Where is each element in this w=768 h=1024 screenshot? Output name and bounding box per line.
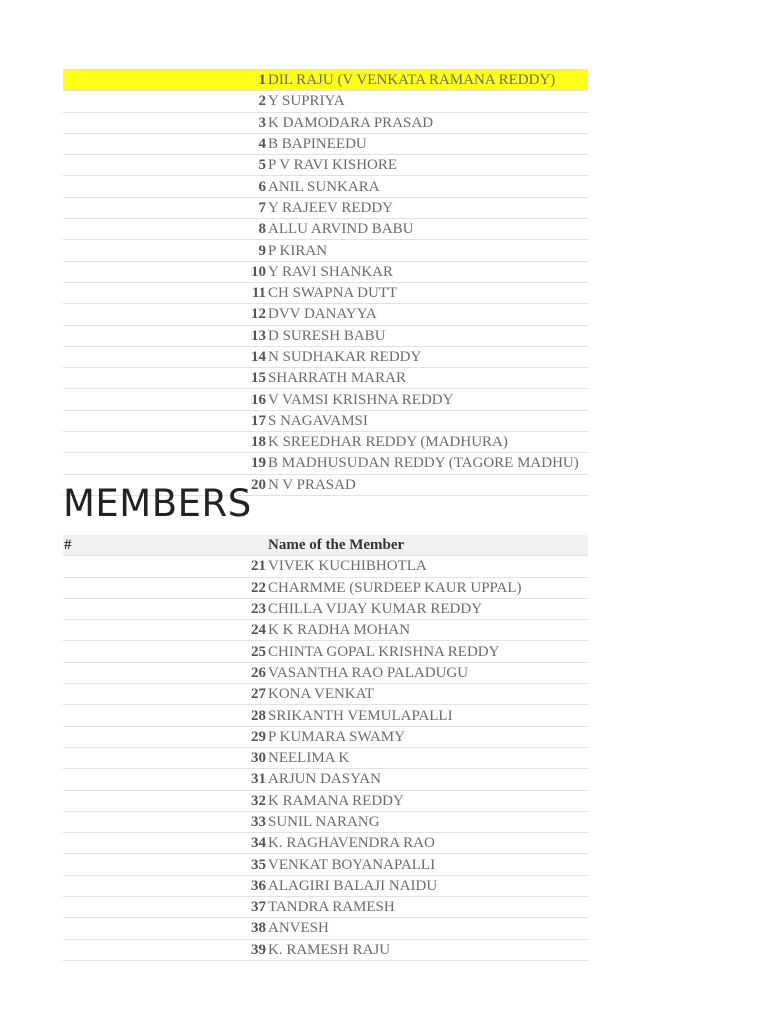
- row-member-name: Y SUPRIYA: [268, 91, 588, 112]
- row-member-name: VASANTHA RAO PALADUGU: [268, 662, 588, 683]
- table-row: [63, 811, 588, 832]
- row-number: 13: [250, 325, 268, 346]
- table-row: [63, 598, 588, 619]
- table-row: [63, 620, 588, 641]
- row-member-name: S NAGAVAMSI: [268, 410, 588, 431]
- row-blank-cell: [63, 662, 250, 683]
- row-blank-cell: [63, 939, 250, 960]
- committee-table: [63, 69, 588, 496]
- row-member-name: P V RAVI KISHORE: [268, 155, 588, 176]
- row-blank-cell: [63, 918, 250, 939]
- row-blank-cell: [63, 389, 250, 410]
- row-number: 30: [250, 747, 268, 768]
- table-row: [63, 70, 588, 91]
- row-member-name: CHARMME (SURDEEP KAUR UPPAL): [268, 577, 588, 598]
- row-blank-cell: [63, 112, 250, 133]
- row-blank-cell: [63, 133, 250, 154]
- table-row: [63, 325, 588, 346]
- row-number: 16: [250, 389, 268, 410]
- row-number: 6: [250, 176, 268, 197]
- row-member-name: VENKAT BOYANAPALLI: [268, 854, 588, 875]
- row-blank-cell: [63, 240, 250, 261]
- row-blank-cell: [63, 368, 250, 389]
- row-number: 9: [250, 240, 268, 261]
- row-blank-cell: [63, 261, 250, 282]
- table-row: [63, 875, 588, 896]
- table-row: [63, 197, 588, 218]
- row-blank-cell: [63, 747, 250, 768]
- row-blank-cell: [63, 811, 250, 832]
- row-number: 27: [250, 684, 268, 705]
- row-number: 7: [250, 197, 268, 218]
- members-table-header: [63, 535, 588, 556]
- table-row: [63, 556, 588, 577]
- members-heading: MEMBERS: [63, 482, 252, 525]
- table-row: [63, 726, 588, 747]
- row-blank-cell: [63, 684, 250, 705]
- table-row: [63, 747, 588, 768]
- row-number: 37: [250, 897, 268, 918]
- row-blank-cell: [63, 155, 250, 176]
- row-number: 12: [250, 304, 268, 325]
- table-row: [63, 133, 588, 154]
- row-member-name: VIVEK KUCHIBHOTLA: [268, 556, 588, 577]
- row-blank-cell: [63, 325, 250, 346]
- row-member-name: P KUMARA SWAMY: [268, 726, 588, 747]
- table-row: [63, 453, 588, 474]
- row-blank-cell: [63, 70, 250, 91]
- row-number: 29: [250, 726, 268, 747]
- row-number: 4: [250, 133, 268, 154]
- row-blank-cell: [63, 598, 250, 619]
- column-header-number: #: [63, 535, 268, 556]
- row-member-name: V VAMSI KRISHNA REDDY: [268, 389, 588, 410]
- row-number: 2: [250, 91, 268, 112]
- row-member-name: K. RAGHAVENDRA RAO: [268, 833, 588, 854]
- row-number: 34: [250, 833, 268, 854]
- row-number: 11: [250, 282, 268, 303]
- row-number: 14: [250, 346, 268, 367]
- row-number: 18: [250, 432, 268, 453]
- table-row: [63, 641, 588, 662]
- row-number: 10: [250, 261, 268, 282]
- table-row: [63, 389, 588, 410]
- row-number: 21: [250, 556, 268, 577]
- row-number: 20: [250, 474, 268, 495]
- row-blank-cell: [63, 432, 250, 453]
- table-row: [63, 261, 588, 282]
- row-number: 22: [250, 577, 268, 598]
- row-blank-cell: [63, 219, 250, 240]
- row-blank-cell: [63, 197, 250, 218]
- row-number: 19: [250, 453, 268, 474]
- row-number: 32: [250, 790, 268, 811]
- table-row: [63, 854, 588, 875]
- row-blank-cell: [63, 854, 250, 875]
- row-blank-cell: [63, 304, 250, 325]
- row-member-name: N SUDHAKAR REDDY: [268, 346, 588, 367]
- row-number: 23: [250, 598, 268, 619]
- row-member-name: K DAMODARA PRASAD: [268, 112, 588, 133]
- row-number: 36: [250, 875, 268, 896]
- row-member-name: CHILLA VIJAY KUMAR REDDY: [268, 598, 588, 619]
- row-member-name: SRIKANTH VEMULAPALLI: [268, 705, 588, 726]
- row-blank-cell: [63, 453, 250, 474]
- row-number: 33: [250, 811, 268, 832]
- row-number: 39: [250, 939, 268, 960]
- row-member-name: TANDRA RAMESH: [268, 897, 588, 918]
- table-row: [63, 790, 588, 811]
- row-member-name: K RAMANA REDDY: [268, 790, 588, 811]
- row-member-name: DVV DANAYYA: [268, 304, 588, 325]
- row-member-name: D SURESH BABU: [268, 325, 588, 346]
- table-row: [63, 432, 588, 453]
- row-member-name: ARJUN DASYAN: [268, 769, 588, 790]
- row-member-name: ALAGIRI BALAJI NAIDU: [268, 875, 588, 896]
- table-row: [63, 918, 588, 939]
- row-blank-cell: [63, 91, 250, 112]
- row-blank-cell: [63, 833, 250, 854]
- row-member-name: Y RAJEEV REDDY: [268, 197, 588, 218]
- row-blank-cell: [63, 620, 250, 641]
- table-row: [63, 304, 588, 325]
- table-row: [63, 91, 588, 112]
- table-row: [63, 282, 588, 303]
- row-member-name: CHINTA GOPAL KRISHNA REDDY: [268, 641, 588, 662]
- row-number: 8: [250, 219, 268, 240]
- row-member-name: NEELIMA K: [268, 747, 588, 768]
- table-row: [63, 176, 588, 197]
- row-number: 35: [250, 854, 268, 875]
- table-row: [63, 346, 588, 367]
- row-blank-cell: [63, 726, 250, 747]
- row-member-name: K. RAMESH RAJU: [268, 939, 588, 960]
- row-member-name: K SREEDHAR REDDY (MADHURA): [268, 432, 588, 453]
- row-member-name: B MADHUSUDAN REDDY (TAGORE MADHU): [268, 453, 588, 474]
- row-number: 17: [250, 410, 268, 431]
- row-member-name: SUNIL NARANG: [268, 811, 588, 832]
- row-blank-cell: [63, 641, 250, 662]
- row-blank-cell: [63, 282, 250, 303]
- table-row: [63, 155, 588, 176]
- row-member-name: ANVESH: [268, 918, 588, 939]
- row-number: 28: [250, 705, 268, 726]
- row-number: 26: [250, 662, 268, 683]
- table-row: [63, 219, 588, 240]
- row-number: 15: [250, 368, 268, 389]
- table-row: [63, 833, 588, 854]
- row-member-name: ANIL SUNKARA: [268, 176, 588, 197]
- row-blank-cell: [63, 176, 250, 197]
- table-row: [63, 939, 588, 960]
- members-table-container: [63, 535, 588, 961]
- table-row: [63, 240, 588, 261]
- row-blank-cell: [63, 705, 250, 726]
- row-member-name: K K RADHA MOHAN: [268, 620, 588, 641]
- row-number: 1: [250, 70, 268, 91]
- row-member-name: KONA VENKAT: [268, 684, 588, 705]
- table-row: [63, 897, 588, 918]
- row-number: 25: [250, 641, 268, 662]
- row-number: 24: [250, 620, 268, 641]
- members-table-body: [63, 556, 588, 961]
- row-blank-cell: [63, 556, 250, 577]
- table-row: [63, 368, 588, 389]
- row-blank-cell: [63, 790, 250, 811]
- column-header-name: Name of the Member: [268, 535, 588, 556]
- table-row: [63, 769, 588, 790]
- row-member-name: CH SWAPNA DUTT: [268, 282, 588, 303]
- table-row: [63, 112, 588, 133]
- row-number: 5: [250, 155, 268, 176]
- row-blank-cell: [63, 577, 250, 598]
- row-blank-cell: [63, 346, 250, 367]
- row-member-name: SHARRATH MARAR: [268, 368, 588, 389]
- table-row: [63, 410, 588, 431]
- row-blank-cell: [63, 410, 250, 431]
- row-number: 3: [250, 112, 268, 133]
- row-member-name: B BAPINEEDU: [268, 133, 588, 154]
- committee-table-body: [63, 70, 588, 496]
- row-blank-cell: [63, 769, 250, 790]
- row-member-name: ALLU ARVIND BABU: [268, 219, 588, 240]
- row-member-name: Y RAVI SHANKAR: [268, 261, 588, 282]
- row-member-name: P KIRAN: [268, 240, 588, 261]
- row-member-name: N V PRASAD: [268, 474, 588, 495]
- row-blank-cell: [63, 897, 250, 918]
- members-table: [63, 535, 588, 961]
- row-number: 31: [250, 769, 268, 790]
- committee-table-container: [63, 69, 588, 496]
- table-row: [63, 705, 588, 726]
- row-number: 38: [250, 918, 268, 939]
- row-member-name: DIL RAJU (V VENKATA RAMANA REDDY): [268, 70, 588, 91]
- table-row: [63, 684, 588, 705]
- row-blank-cell: [63, 875, 250, 896]
- table-row: [63, 662, 588, 683]
- table-row: [63, 577, 588, 598]
